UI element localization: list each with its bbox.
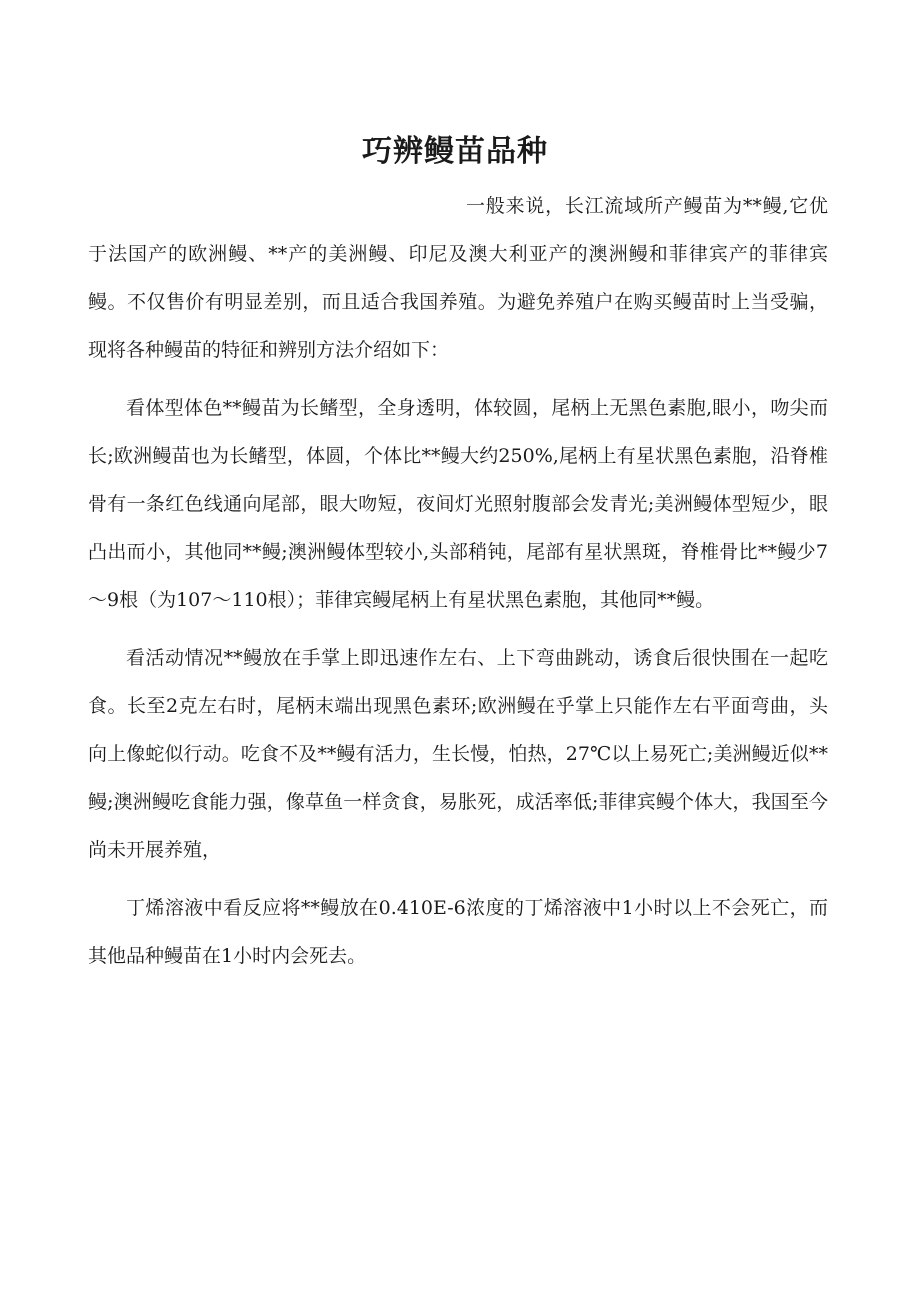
paragraph-butene-test: 丁烯溶液中看反应将**鳗放在0.410E-6浓度的丁烯溶液中1小时以上不会死亡，而其他品种鳗苗在1小时内会死去。 [88,897,828,967]
paragraph-activity: 看活动情况**鳗放在手掌上即迅速作左右、上下弯曲跳动，诱食后很快围在一起吃食。长至2克左右时，尾柄末端出现黑色素环;欧洲鳗在乎掌上只能作左右平面弯曲，头向上像蛇似行动。吃食不及**鳗有活力，生长慢，怕热，27℃以上易死亡;美洲鳗近似**鳗;澳洲鳗吃食能力强，像草鱼一样贪食，易胀死，成活率低;菲律宾鳗个体大，我国至今尚未开展养殖， [88,647,828,861]
paragraph-intro: 一般来说，长江流域所产鳗苗为**鳗,它优于法国产的欧洲鳗、**产的美洲鳗、印尼及澳大利亚产的澳洲鳗和菲律宾产的菲律宾鳗。不仅售价有明显差别，而且适合我国养殖。为避免养殖户在购买鳗苗时上当受骗，现将各种鳗苗的特征和辨别方法介绍如下： [88,195,828,361]
document-body [88,182,828,990]
paragraph-body-shape: 看体型体色**鳗苗为长鳍型，全身透明，体较圆，尾柄上无黑色素胞,眼小，吻尖而长;欧洲鳗苗也为长鳍型，体圆，个体比**鳗大约250%,尾柄上有星状黑色素胞，沿脊椎骨有一条红色线通向尾部，眼大吻短，夜间灯光照射腹部会发青光;美洲鳗体型短少，眼凸出而小，其他同**鳗;澳洲鳗体型较小,头部稍钝，尾部有星状黑斑，脊椎骨比**鳗少7～9根（为107～110根）；菲律宾鳗尾柄上有星状黑色素胞，其他同**鳗。 [88,397,828,611]
document-title: 巧辨鳗苗品种 [362,134,548,169]
